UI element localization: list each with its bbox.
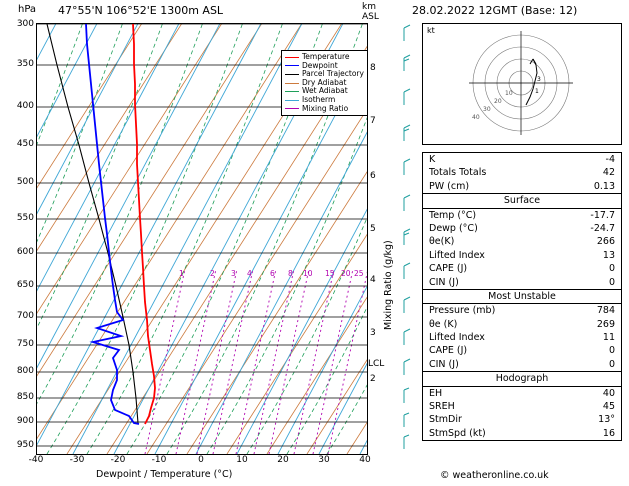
- svg-text:10: 10: [505, 90, 513, 97]
- svg-text:3: 3: [537, 76, 541, 83]
- ytick-500: 500: [16, 177, 34, 187]
- mu-row-cape: [423, 344, 621, 357]
- ytick-700: 700: [16, 311, 34, 321]
- temperature-line: [133, 24, 155, 424]
- surface-row-temp: [423, 209, 621, 222]
- section-hodograph: Hodograph: [423, 371, 621, 386]
- hodo-row-stmspd: [423, 427, 621, 440]
- value-mu-cape: 0: [608, 345, 615, 357]
- value-mu-pressure: 784: [596, 305, 615, 317]
- legend-label-temperature: Temperature: [302, 52, 350, 61]
- km-tick-6: 6: [370, 171, 376, 181]
- ytick-350: 350: [16, 59, 34, 69]
- value-surface-dewp: -24.7: [590, 222, 615, 234]
- section-surface: Surface: [423, 193, 621, 208]
- legend-label-dry-adiabat: Dry Adiabat: [302, 77, 347, 87]
- height-unit-label: [362, 2, 379, 22]
- surface-row-dewp: [423, 222, 621, 235]
- label-totals: Totals Totals: [429, 167, 487, 179]
- value-mu-li: 11: [602, 332, 615, 344]
- svg-text:40: 40: [472, 114, 480, 121]
- station-title: 47°55'N 106°52'E 1300m ASL: [58, 4, 224, 17]
- mu-row-thetae: [423, 318, 621, 331]
- mu-row-li: [423, 331, 621, 344]
- label-mu-thetae: θe (K): [429, 318, 458, 330]
- mixnum-6: 6: [270, 269, 275, 278]
- label-stmdir: StmDir: [429, 414, 462, 426]
- svg-text:1: 1: [535, 88, 539, 95]
- parcel-trajectory-line: [47, 24, 138, 423]
- ytick-400: 400: [16, 101, 34, 111]
- label-mu-cape: CAPE (J): [429, 345, 468, 357]
- label-eh: EH: [429, 387, 443, 399]
- xtick-30: 30: [318, 455, 330, 465]
- hodograph-canvas: [423, 24, 619, 142]
- legend-label-mixing-ratio: Mixing Ratio: [302, 103, 349, 113]
- mixing-ratio-axis-title: Mixing Ratio (g/kg): [383, 240, 394, 330]
- index-row-totals: [423, 166, 621, 179]
- value-surface-thetae: 266: [596, 236, 615, 248]
- label-surface-dewp: Dewp (°C): [429, 222, 478, 234]
- xtick--40: -40: [28, 455, 44, 465]
- km-tick-5: 5: [370, 224, 376, 234]
- label-sreh: SREH: [429, 401, 455, 413]
- legend-label-wet-adiabat: Wet Adiabat: [302, 86, 348, 96]
- ytick-750: 750: [16, 339, 34, 349]
- datetime-label: 28.02.2022 12GMT (Base: 12): [412, 4, 578, 17]
- value-surface-li: 13: [602, 249, 615, 261]
- svg-text:30: 30: [483, 106, 491, 113]
- label-k: K: [429, 154, 436, 165]
- ytick-600: 600: [16, 247, 34, 257]
- km-tick-7: 7: [370, 116, 376, 126]
- surface-row-li: [423, 249, 621, 262]
- value-surface-cape: 0: [608, 263, 615, 275]
- value-totals: 42: [602, 167, 615, 179]
- ytick-450: 450: [16, 139, 34, 149]
- km-tick-4: 4: [370, 275, 376, 285]
- km-tick-3: 3: [370, 328, 376, 338]
- mixnum-4: 4: [247, 269, 252, 278]
- xtick-40: 40: [359, 455, 371, 465]
- value-stmdir: 13°: [598, 414, 615, 426]
- mixnum-10: 10: [303, 269, 313, 278]
- mixnum-2: 2: [210, 269, 215, 278]
- x-axis-title: Dewpoint / Temperature (°C): [96, 469, 233, 480]
- legend-label-parcel: Parcel Trajectory: [302, 69, 364, 79]
- value-sreh: 45: [602, 401, 615, 413]
- surface-row-cin: [423, 276, 621, 289]
- mixnum-20: 20: [341, 269, 351, 278]
- xtick-10: 10: [236, 455, 248, 465]
- label-surface-cape: CAPE (J): [429, 263, 468, 275]
- value-stmspd: 16: [602, 427, 615, 439]
- mixnum-15: 15: [325, 269, 335, 278]
- km-tick-8: 8: [370, 63, 376, 73]
- legend: [281, 50, 368, 116]
- ytick-300: 300: [16, 19, 34, 29]
- xtick-20: 20: [277, 455, 289, 465]
- hodo-row-eh: [423, 387, 621, 400]
- pressure-unit-label: hPa: [18, 4, 37, 15]
- asl-label: ASL: [362, 12, 379, 22]
- mu-row-cin: [423, 358, 621, 371]
- label-surface-thetae: θe(K): [429, 236, 455, 248]
- mixnum-8: 8: [288, 269, 293, 278]
- value-mu-cin: 0: [608, 358, 615, 370]
- mixnum-25: 25: [354, 269, 364, 278]
- label-mu-li: Lifted Index: [429, 332, 485, 344]
- xtick--20: -20: [110, 455, 126, 465]
- value-pw: 0.13: [593, 180, 615, 192]
- legend-item-mixing-ratio: [285, 105, 368, 114]
- label-mu-cin: CIN (J): [429, 358, 459, 370]
- surface-row-cape: [423, 262, 621, 275]
- wind-barbs: [392, 23, 416, 453]
- value-surface-cin: 0: [608, 276, 615, 288]
- surface-row-thetae: [423, 235, 621, 248]
- km-tick-2: 2: [370, 374, 376, 384]
- xtick--10: -10: [151, 455, 167, 465]
- label-surface-li: Lifted Index: [429, 249, 485, 261]
- label-pw: PW (cm): [429, 180, 470, 192]
- skewt-plot: [36, 23, 368, 455]
- legend-label-dewpoint: Dewpoint: [302, 60, 338, 70]
- label-mu-pressure: Pressure (mb): [429, 305, 496, 317]
- legend-label-isotherm: Isotherm: [302, 94, 336, 104]
- hodograph-plot: [422, 23, 622, 145]
- ytick-950: 950: [16, 440, 34, 450]
- km-label: km: [362, 2, 376, 12]
- ytick-800: 800: [16, 366, 34, 376]
- label-surface-temp: Temp (°C): [429, 209, 477, 221]
- ytick-650: 650: [16, 280, 34, 290]
- ytick-900: 900: [16, 416, 34, 426]
- lcl-label: LCL: [368, 359, 385, 369]
- mu-row-pressure: [423, 304, 621, 317]
- wind-barb-column: [392, 23, 416, 453]
- label-stmspd: StmSpd (kt): [429, 427, 486, 439]
- ytick-850: 850: [16, 392, 34, 402]
- section-most-unstable: Most Unstable: [423, 289, 621, 304]
- xtick-0: 0: [198, 455, 204, 465]
- index-row-pw: [423, 180, 621, 193]
- value-surface-temp: -17.7: [590, 209, 615, 221]
- value-mu-thetae: 269: [596, 318, 615, 330]
- mixnum-3: 3: [231, 269, 236, 278]
- indices-table: [422, 152, 622, 441]
- index-row-k: [423, 153, 621, 166]
- mixnum-1: 1: [179, 269, 184, 278]
- hodograph-unit-label: kt: [427, 26, 435, 35]
- label-surface-cin: CIN (J): [429, 276, 459, 288]
- hodo-row-stmdir: [423, 413, 621, 426]
- value-k: -4: [605, 154, 615, 165]
- hodo-row-sreh: [423, 400, 621, 413]
- copyright-footer: © weatheronline.co.uk: [440, 470, 549, 481]
- ytick-550: 550: [16, 213, 34, 223]
- xtick--30: -30: [69, 455, 85, 465]
- svg-text:20: 20: [494, 98, 502, 105]
- value-eh: 40: [602, 387, 615, 399]
